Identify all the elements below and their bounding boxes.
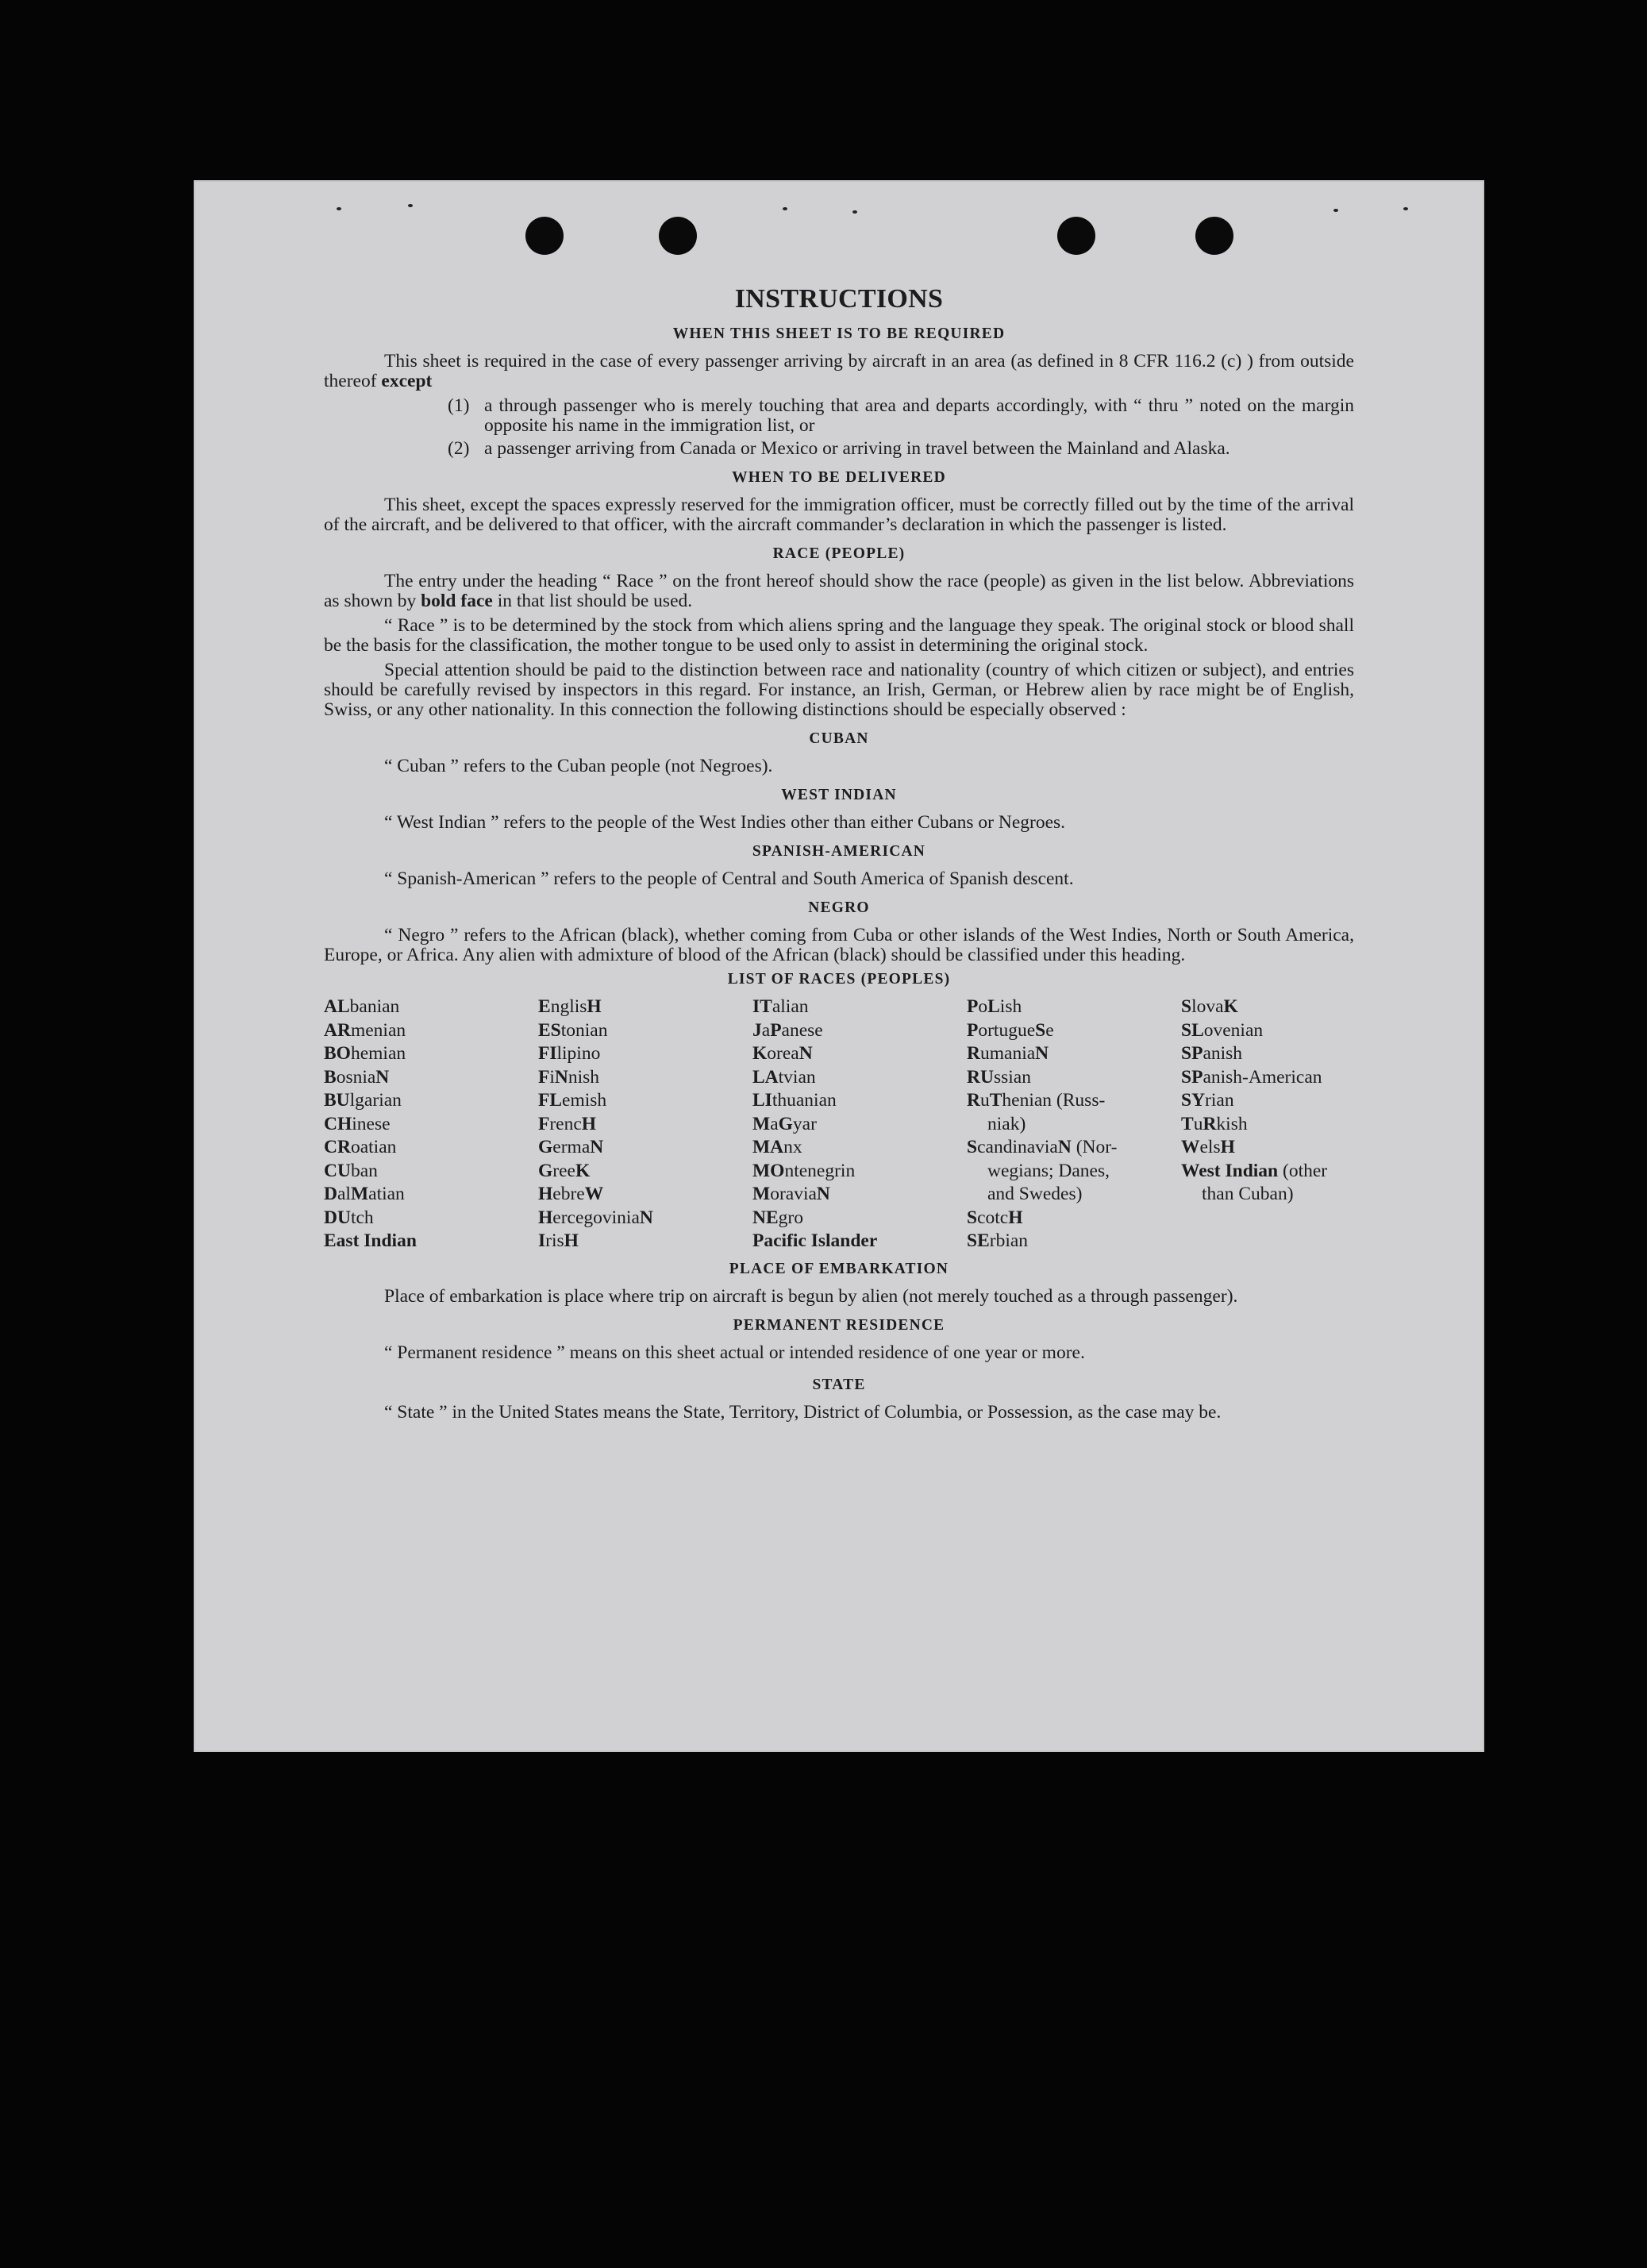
heading-west-indian: WEST INDIAN [781,787,897,803]
race-entry: SlovaK [1181,996,1238,1017]
heading-state: STATE [812,1376,866,1393]
race-entry: BOhemian [324,1043,406,1064]
race-entry: DalMatian [324,1184,405,1204]
heading-race: RACE (PEOPLE) [772,545,906,562]
race-entry: FiNnish [538,1066,600,1088]
heading-when-required: WHEN THIS SHEET IS TO BE REQUIRED [672,325,1006,342]
paragraph-state: “ State ” in the United States means the State, Territory, District of Columbia, or Possession, as the case may be. [384,1401,1222,1423]
race-entry: LAtvian [752,1066,816,1088]
document-page [194,180,1484,1752]
race-entry: SPanish-American [1181,1066,1322,1088]
punch-hole [659,217,697,255]
race-entry: JaPanese [752,1019,823,1041]
paragraph-embarkation: Place of embarkation is place where trip on aircraft is begun by alien (not merely touched as a through passenger). [384,1285,1238,1307]
speck-mark [783,207,787,210]
race-entry: ALbanian [324,996,400,1017]
races-column [752,995,967,1253]
race-entry: RumaniaN [967,1043,1049,1064]
races-column [1181,995,1354,1253]
heading-spanish-american: SPANISH-AMERICAN [752,843,926,860]
race-entry: GermaN [538,1137,604,1157]
speck-mark [337,207,341,210]
instructions-content [324,283,1354,1427]
race-entry: MOntenegrin [752,1160,856,1181]
races-column [324,995,538,1253]
race-entry: DUtch [324,1207,374,1228]
race-entry: EnglisH [538,996,602,1017]
heading-embarkation: PLACE OF EMBARKATION [729,1260,949,1277]
race-entry: NEgro [752,1207,803,1228]
race-entry: RuThenian (Russ- [967,1090,1106,1111]
race-entry: GreeK [538,1160,591,1181]
heading-cuban: CUBAN [809,730,869,747]
paragraph-spanish-american: “ Spanish-American ” refers to the people of Central and South America of Spanish descent. [384,868,1074,889]
heading-when-delivered: WHEN TO BE DELIVERED [732,469,946,486]
race-entry-continuation: niak) [987,1113,1026,1134]
race-entry: KoreaN [752,1043,813,1064]
race-entry: CHinese [324,1113,391,1134]
race-entry: ARmenian [324,1019,406,1041]
race-entry: West Indian (other [1181,1160,1328,1181]
race-entry: IrisH [538,1230,579,1251]
race-entry: SYrian [1181,1090,1234,1111]
race-entry-continuation: than Cuban) [1202,1184,1294,1204]
speck-mark [408,204,413,207]
speck-mark [1333,209,1338,212]
race-entry: TuRkish [1181,1113,1248,1134]
speck-mark [852,210,857,214]
punch-hole [1195,217,1233,255]
race-entry: PoLish [967,996,1022,1017]
races-list [324,995,1354,1253]
punch-hole [525,217,564,255]
paragraph-negro: “ Negro ” refers to the African (black), whether coming from Cuba or other islands of the West Indies, North or South America, Europe, or Africa. Any alien with admixture of blood of the African (black) should be classified under this heading. [324,925,1354,965]
race-entry: MAnx [752,1137,802,1157]
paragraph-permanent-residence: “ Permanent residence ” means on this sheet actual or intended residence of one year or more. [384,1342,1085,1363]
race-entry: Pacific Islander [752,1230,878,1251]
heading-negro: NEGRO [808,899,870,916]
race-entry: BUlgarian [324,1090,402,1111]
paragraph-race-1: The entry under the heading “ Race ” on the front hereof should show the race (people) as given in the list below. Abbreviations as shown by bold face in that list should be used. [324,571,1354,611]
race-entry: SErbian [967,1230,1029,1251]
paragraph-delivered: This sheet, except the spaces expressly reserved for the immigration officer, must be correctly filled out by the time of the arrival of the aircraft, and be delivered to that officer, with the aircraft commander’s declaration in which the passenger is listed. [324,495,1354,535]
race-entry: LIthuanian [752,1090,837,1111]
exception-item: (2) a passenger arriving from Canada or Mexico or arriving in travel between the Mainland and Alaska. [448,438,1230,459]
race-entry-continuation: wegians; Danes, [987,1160,1110,1181]
race-entry: ScandinaviaN (Nor- [967,1137,1118,1157]
heading-permanent-residence: PERMANENT RESIDENCE [733,1316,945,1334]
race-entry: WelsH [1181,1137,1235,1157]
speck-mark [1403,207,1408,210]
race-entry: PortugueSe [967,1019,1054,1041]
race-entry: ScotcH [967,1207,1023,1228]
race-entry: FIlipino [538,1043,601,1064]
races-column [967,995,1181,1253]
race-entry: ITalian [752,996,809,1017]
paragraph-race-2: “ Race ” is to be determined by the stock from which aliens spring and the language they speak. The original stock or blood shall be the basis for the classification, the mother tongue to be used only to assist in determining the original stock. [324,615,1354,656]
punch-hole [1057,217,1095,255]
race-entry: EStonian [538,1019,608,1041]
race-entry: MoraviaN [752,1184,830,1204]
page-title: INSTRUCTIONS [734,284,944,314]
race-entry: FrencH [538,1113,597,1134]
exception-item: (1) a through passenger who is merely touching that area and departs accordingly, with “ thru ” noted on the margin opposite his name in the immigration list, or [448,395,1354,436]
race-entry: HercegoviniaN [538,1207,653,1228]
paragraph-required-intro: This sheet is required in the case of every passenger arriving by aircraft in an area (as defined in 8 CFR 116.2 (c) ) from outside thereof except [324,351,1354,391]
race-entry-continuation: and Swedes) [987,1184,1083,1204]
race-entry: RUssian [967,1066,1031,1088]
race-entry: BosniaN [324,1066,390,1088]
race-entry: CUban [324,1160,378,1181]
heading-list-of-races: LIST OF RACES (PEOPLES) [727,971,951,988]
paragraph-west-indian: “ West Indian ” refers to the people of the West Indies other than either Cubans or Negroes. [384,812,1066,833]
paragraph-race-3: Special attention should be paid to the distinction between race and nationality (country of which citizen or subject), and entries should be carefully revised by inspectors in this regard. For instance, an Irish, German, or Hebrew alien by race might be of English, Swiss, or any other nationality. In this connection the following distinctions should be especially observed : [324,660,1354,720]
race-entry: MaGyar [752,1113,817,1134]
race-entry: CRoatian [324,1137,397,1157]
races-column [538,995,752,1253]
race-entry: SPanish [1181,1043,1243,1064]
race-entry: FLemish [538,1090,607,1111]
race-entry: HebreW [538,1184,604,1204]
paragraph-cuban: “ Cuban ” refers to the Cuban people (not Negroes). [384,756,773,776]
race-entry: East Indian [324,1230,417,1251]
race-entry: SLovenian [1181,1019,1264,1041]
